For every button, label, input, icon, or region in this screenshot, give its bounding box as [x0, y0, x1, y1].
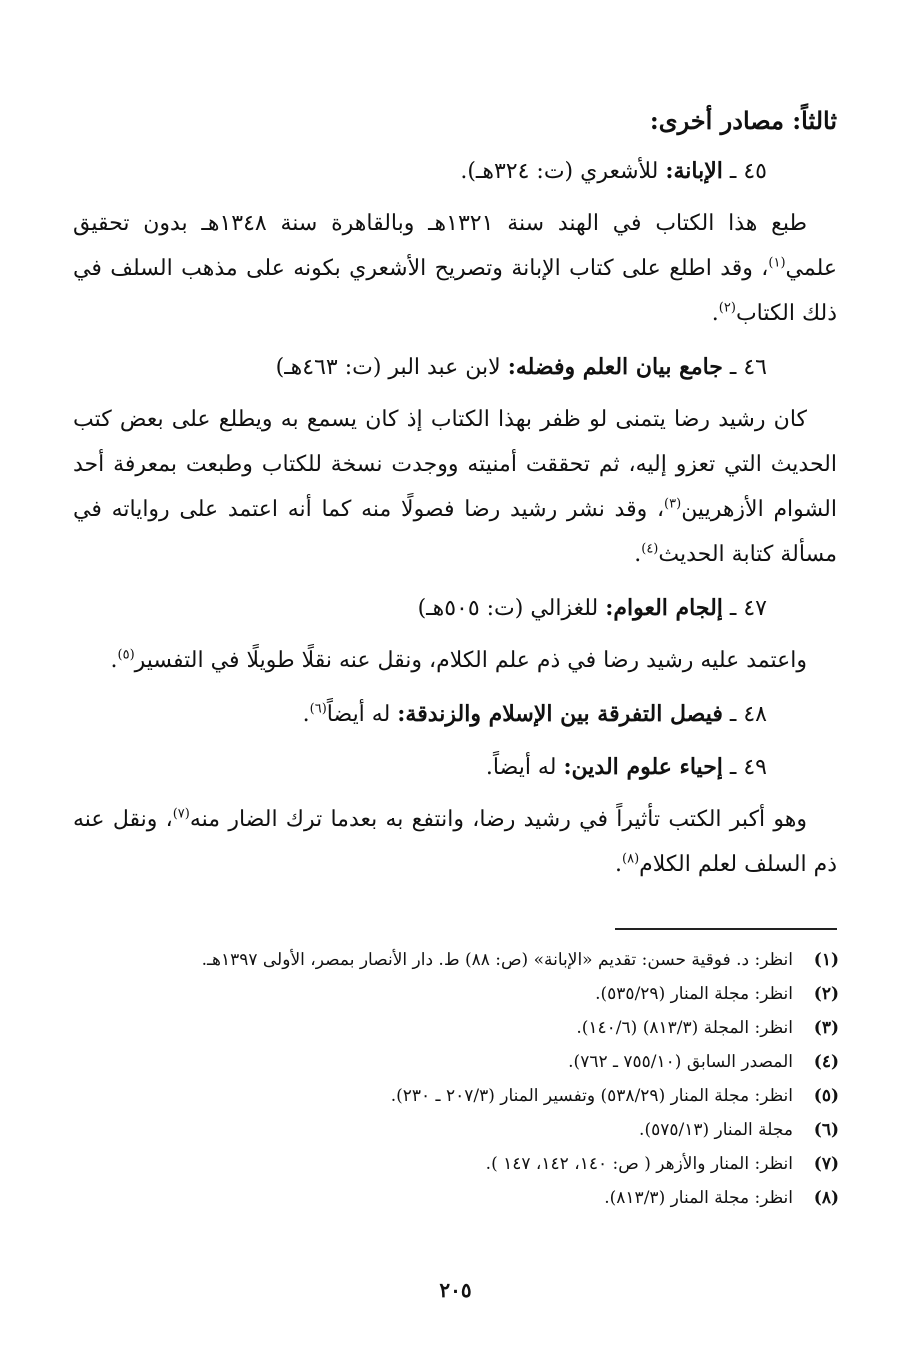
footnote-3 — [73, 1011, 839, 1045]
entry-author: للأشعري (ت: ٣٢٤هـ). — [460, 159, 659, 184]
entry-48: ٤٨ ـ فيصل التفرقة بين الإسلام والزندقة: له أيضاً$^{(٦)}$. — [302, 701, 767, 727]
footnote-1 — [73, 943, 839, 977]
entry-47 — [73, 585, 837, 632]
entry-author: له أيضاً. — [485, 755, 557, 780]
entry-author: للغزالي (ت: ٥٠٥هـ) — [417, 596, 599, 621]
footnote-8 — [73, 1181, 839, 1215]
footnote-7 — [73, 1147, 839, 1181]
entry-number: ٤٧ ـ — [729, 596, 767, 621]
footnote-ref-2[interactable]: (٢) — [718, 300, 736, 316]
entry-number: ٤٦ ـ — [729, 355, 767, 380]
footnote-number: (٤) — [813, 1052, 839, 1072]
section-heading: ثالثاً: مصادر أخرى: — [649, 106, 837, 135]
entry-number: ٤٥ ـ — [729, 159, 767, 184]
footnote-text: انظر: مجلة المنار (٨١٣/٣). — [604, 1188, 793, 1208]
entry-title: الإبانة: — [665, 158, 723, 184]
footnote-number: (٣) — [813, 1018, 839, 1038]
page-number: ٢٠٥ — [439, 1278, 472, 1302]
entry-49 — [73, 744, 837, 791]
footnote-text: مجلة المنار (٥٧٥/١٣). — [639, 1120, 793, 1140]
footnote-number: (٥) — [813, 1086, 839, 1106]
entry-author: لابن عبد البر (ت: ٤٦٣هـ) — [275, 355, 501, 380]
entry-45 — [73, 148, 837, 195]
footnote-ref-4[interactable]: (٤) — [641, 541, 659, 557]
footnote-ref-8[interactable]: (٨) — [622, 851, 640, 867]
footnote-number: (١) — [813, 950, 839, 970]
entry-title: إلجام العوام: — [605, 595, 723, 621]
footnote-text: انظر: مجلة المنار (٥٣٨/٢٩) وتفسير المنار (٢٠٧/٣ ـ ٢٣٠). — [390, 1086, 793, 1106]
entry-title: جامع بيان العلم وفضله: — [507, 354, 723, 380]
entry-title: إحياء علوم الدين: — [563, 754, 723, 780]
footnote-5 — [73, 1079, 839, 1113]
paragraph-49: وهو أكبر الكتب تأثيراً في رشيد رضا، وانتفع به بعدما ترك الضار منه$^{(٧)}$، ونقل عنه ذم السلف لعلم الكلام$^{(٨)}$. — [73, 806, 837, 877]
paragraph-46: كان رشيد رضا يتمنى لو ظفر بهذا الكتاب إذ كان يسمع به ويطلع على بعض كتب الحديث التي تعزو إليه، ثم تحققت أمنيته ووجدت نسخة للكتاب وطبعت بمعرفة أحد الشوام الأزهريين$^{(٣)}$، وقد نشر رشيد رضا فصولًا منه كما أنه اعتمد على رواياته في مسألة كتابة الحديث$^{(٤)}$. — [73, 407, 837, 567]
footnote-6 — [73, 1113, 839, 1147]
footnote-number: (٨) — [813, 1188, 839, 1208]
entry-title: فيصل التفرقة بين الإسلام والزندقة: — [397, 701, 723, 727]
footnote-divider — [615, 928, 837, 930]
footnote-ref-6[interactable]: (٦) — [309, 701, 327, 717]
footnote-text: انظر: د. فوقية حسن: تقديم «الإبانة» (ص: ٨٨) ط. دار الأنصار بمصر، الأولى ١٣٩٧هـ. — [201, 950, 793, 970]
footnote-number: (٦) — [813, 1120, 839, 1140]
entry-number: ٤٨ ـ — [729, 702, 767, 727]
footnote-ref-3[interactable]: (٣) — [664, 496, 682, 512]
footnote-ref-1[interactable]: (١) — [768, 255, 786, 271]
main-text — [73, 98, 837, 895]
footnote-ref-7[interactable]: (٧) — [172, 806, 190, 822]
entry-46 — [73, 344, 837, 391]
footnote-ref-5[interactable]: (٥) — [117, 647, 135, 663]
paragraph-47: واعتمد عليه رشيد رضا في ذم علم الكلام، ونقل عنه نقلًا طويلًا في التفسير$^{(٥)}$. — [110, 647, 807, 673]
footnote-4 — [73, 1045, 839, 1079]
entry-number: ٤٩ ـ — [729, 755, 767, 780]
entry-author: له أيضاً — [326, 702, 391, 727]
footnote-text: انظر: المجلة (٨١٣/٣) (١٤٠/٦). — [576, 1018, 793, 1038]
footnote-text: انظر: المنار والأزهر ( ص: ١٤٠، ١٤٢، ١٤٧ ). — [485, 1154, 793, 1174]
footnote-text: المصدر السابق (٧٥٥/١٠ ـ ٧٦٢). — [568, 1052, 793, 1072]
footnote-number: (٢) — [813, 984, 839, 1004]
footnotes — [73, 943, 839, 1215]
footnote-2 — [73, 977, 839, 1011]
paragraph-45: طبع هذا الكتاب في الهند سنة ١٣٢١هـ وبالقاهرة سنة ١٣٤٨هـ بدون تحقيق علمي$^{(١)}$، وقد اطلع على كتاب الإبانة وتصريح الأشعري بكونه على مذهب السلف في ذلك الكتاب$^{(٢)}$. — [73, 211, 837, 326]
footnote-text: انظر: مجلة المنار (٥٣٥/٢٩). — [595, 984, 793, 1004]
footnote-number: (٧) — [813, 1154, 839, 1174]
